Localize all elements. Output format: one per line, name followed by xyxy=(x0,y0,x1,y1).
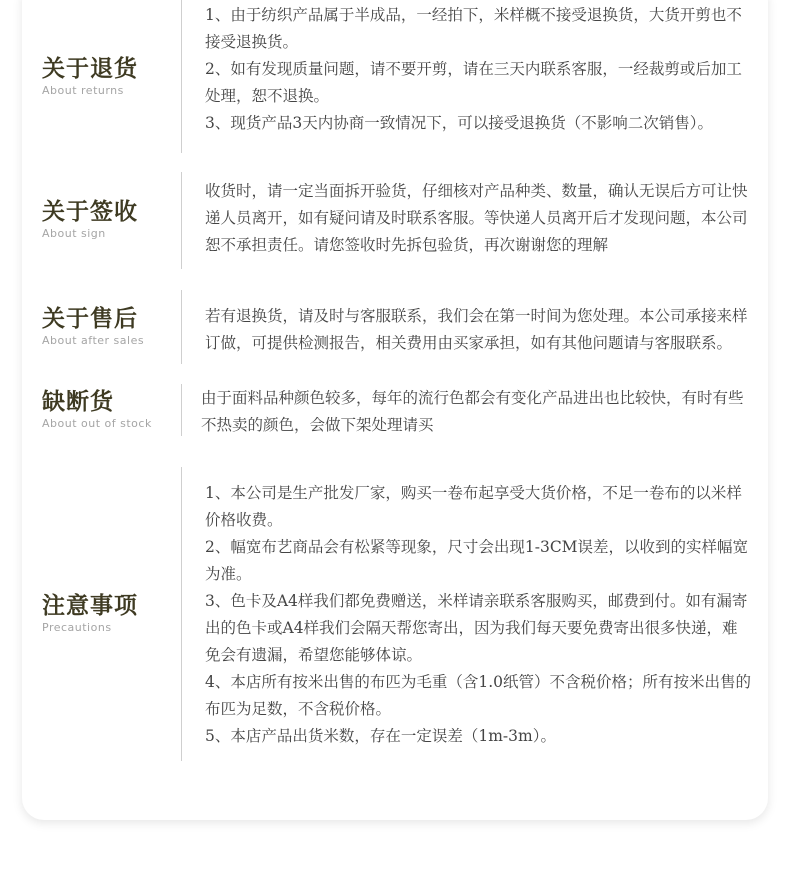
section-subtitle: About out of stock xyxy=(42,417,152,430)
divider-line xyxy=(181,290,182,364)
section-title: 缺断货 xyxy=(42,388,114,415)
section-body xyxy=(201,385,753,439)
paragraph: 由于面料品种颜色较多，每年的流行色都会有变化产品进出也比较快，有时有些不热卖的颜色，会做下架处理请买 xyxy=(201,389,744,434)
section-title: 关于签收 xyxy=(42,198,138,225)
paragraph: 1、本公司是生产批发厂家，购买一卷布起享受大货价格，不足一卷布的以米样价格收费。 xyxy=(205,484,742,529)
paragraph: 5、本店产品出货米数，存在一定误差（1m-3m）。 xyxy=(205,727,556,745)
section-body xyxy=(205,178,753,259)
paragraph: 2、幅宽布艺商品会有松紧等现象，尺寸会出现1-3CM误差，以收到的实样幅宽为准。 xyxy=(205,538,749,583)
section-subtitle: About returns xyxy=(42,84,124,97)
paragraph: 3、现货产品3天内协商一致情况下，可以接受退换货（不影响二次销售）。 xyxy=(205,114,713,132)
section-subtitle: About sign xyxy=(42,227,106,240)
paragraph: 3、色卡及A4样我们都免费赠送，米样请亲联系客服购买，邮费到付。如有漏寄出的色卡或A4样我们会隔天帮您寄出，因为我们每天要免费寄出很多快递，难免会有遗漏，希望您能够体谅。 xyxy=(205,592,748,664)
section-heading xyxy=(42,593,138,635)
paragraph: 2、如有发现质量问题，请不要开剪，请在三天内联系客服，一经裁剪或后加工处理，恕不退换。 xyxy=(205,60,742,105)
section-body xyxy=(205,2,753,137)
paragraph: 收货时，请一定当面拆开验货，仔细核对产品种类、数量，确认无误后方可让快递人员离开，如有疑问请及时联系客服。等快递人员离开后才发现问题，本公司恕不承担责任。请您签收时先拆包验货，再次谢谢您的理解 xyxy=(205,182,748,254)
divider-line xyxy=(181,384,182,436)
section-subtitle: Precautions xyxy=(42,621,112,634)
divider-line xyxy=(181,172,182,269)
divider-line xyxy=(181,467,182,761)
section-heading xyxy=(42,199,138,241)
section-heading xyxy=(42,389,152,431)
section-body xyxy=(205,303,753,357)
section-title: 关于退货 xyxy=(42,55,138,82)
section-title: 关于售后 xyxy=(42,305,138,332)
section-body xyxy=(205,480,753,750)
section-subtitle: About after sales xyxy=(42,334,145,347)
divider-line xyxy=(181,0,182,153)
section-heading xyxy=(42,306,144,348)
section-heading xyxy=(42,56,138,98)
section-title: 注意事项 xyxy=(42,592,138,619)
paragraph: 若有退换货，请及时与客服联系，我们会在第一时间为您处理。本公司承接来样订做，可提供检测报告，相关费用由买家承担，如有其他问题请与客服联系。 xyxy=(205,307,748,352)
paragraph: 1、由于纺织产品属于半成品，一经拍下，米样概不接受退换货，大货开剪也不接受退换货。 xyxy=(205,6,742,51)
paragraph: 4、本店所有按米出售的布匹为毛重（含1.0纸管）不含税价格；所有按米出售的布匹为足数，不含税价格。 xyxy=(205,673,752,718)
